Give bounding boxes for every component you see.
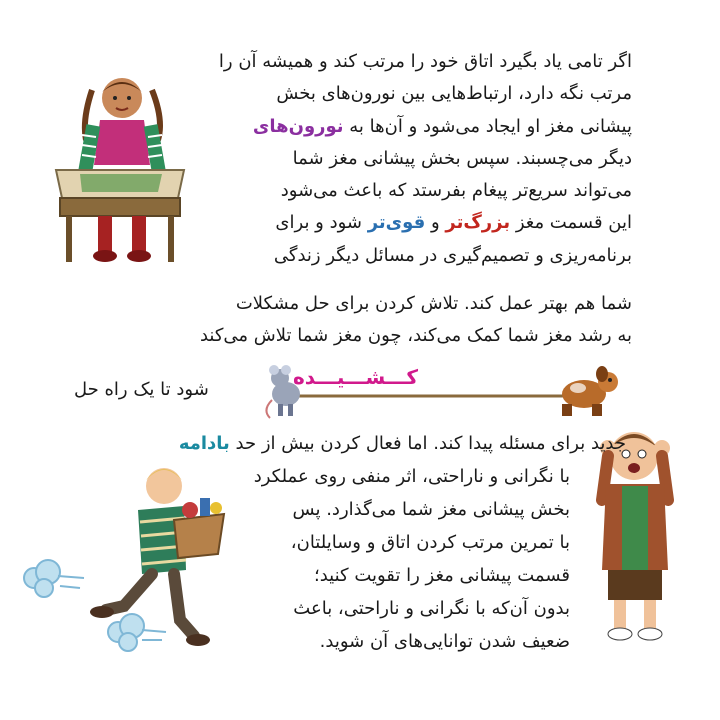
top-line-3-text: پیشانی مغز او ایجاد می‌شود و آن‌ها به [343, 115, 632, 137]
bottom-line-6: بدون آن‌که با نگرانی و ناراحتی، باعث [293, 598, 570, 619]
top-line-1: اگر تامی یاد بگیرد اتاق خود را مرتب کند و همیشه آن را [218, 51, 632, 72]
top-line-3 [162, 111, 632, 143]
bottom-line-2: با نگرانی و ناراحتی، اثر منفی روی عملکرد [253, 466, 570, 487]
highlight-stronger: قوی‌تر [367, 212, 426, 234]
top-line-6-pre: این قسمت مغز [510, 212, 632, 234]
stretched-word: کـــشـــیـــده [292, 365, 418, 389]
bottom-line-7: ضعیف شدن توانایی‌های آن شوید. [319, 631, 570, 652]
top-line-9: به رشد مغز شما کمک می‌کند، چون مغز شما تلاش می‌کند [199, 325, 632, 347]
bottom-line-4: با تمرین مرتب کردن اتاق و وسایلتان، [290, 532, 570, 553]
top-line-2: مرتب نگه دارد، ارتباط‌هایی بین نورون‌های بخش [276, 83, 632, 105]
top-line-7: برنامه‌ریزی و تصمیم‌گیری در مسائل دیگر زندگی [273, 244, 632, 266]
highlight-neurons: نورون‌های [252, 115, 344, 137]
top-line-4: دیگر می‌چسبند. سپس بخش پیشانی مغز شما [292, 147, 632, 169]
highlight-amygdala: بادامه [178, 433, 230, 454]
paragraph-top [162, 46, 632, 272]
bottom-line-1-text: جدید برای مسئله پیدا کند. اما فعال کردن بیش از حد [229, 433, 626, 454]
top-line-5: می‌تواند سریع‌تر پیغام بفرستد که باعث می‌شود [280, 180, 632, 202]
top-line-6 [162, 207, 632, 239]
highlight-bigger: بزرگ‌تر [445, 212, 511, 234]
top-line-8: شما هم بهتر عمل کند. تلاش کردن برای حل مشکلات [235, 293, 632, 314]
bottom-line-5: قسمت پیشانی مغز را تقویت کنید؛ [314, 565, 570, 586]
paragraph-bottom [0, 428, 720, 688]
bottom-line-3: بخش پیشانی مغز شما می‌گذارد. پس [292, 499, 570, 520]
top-line-6-mid: و [425, 212, 446, 234]
after-stretch-text: شود تا یک راه حل [74, 379, 209, 400]
bottom-line-1 [179, 428, 626, 460]
top-line-6-post: شود و برای [275, 212, 368, 234]
paragraph-top-wide [72, 272, 632, 353]
